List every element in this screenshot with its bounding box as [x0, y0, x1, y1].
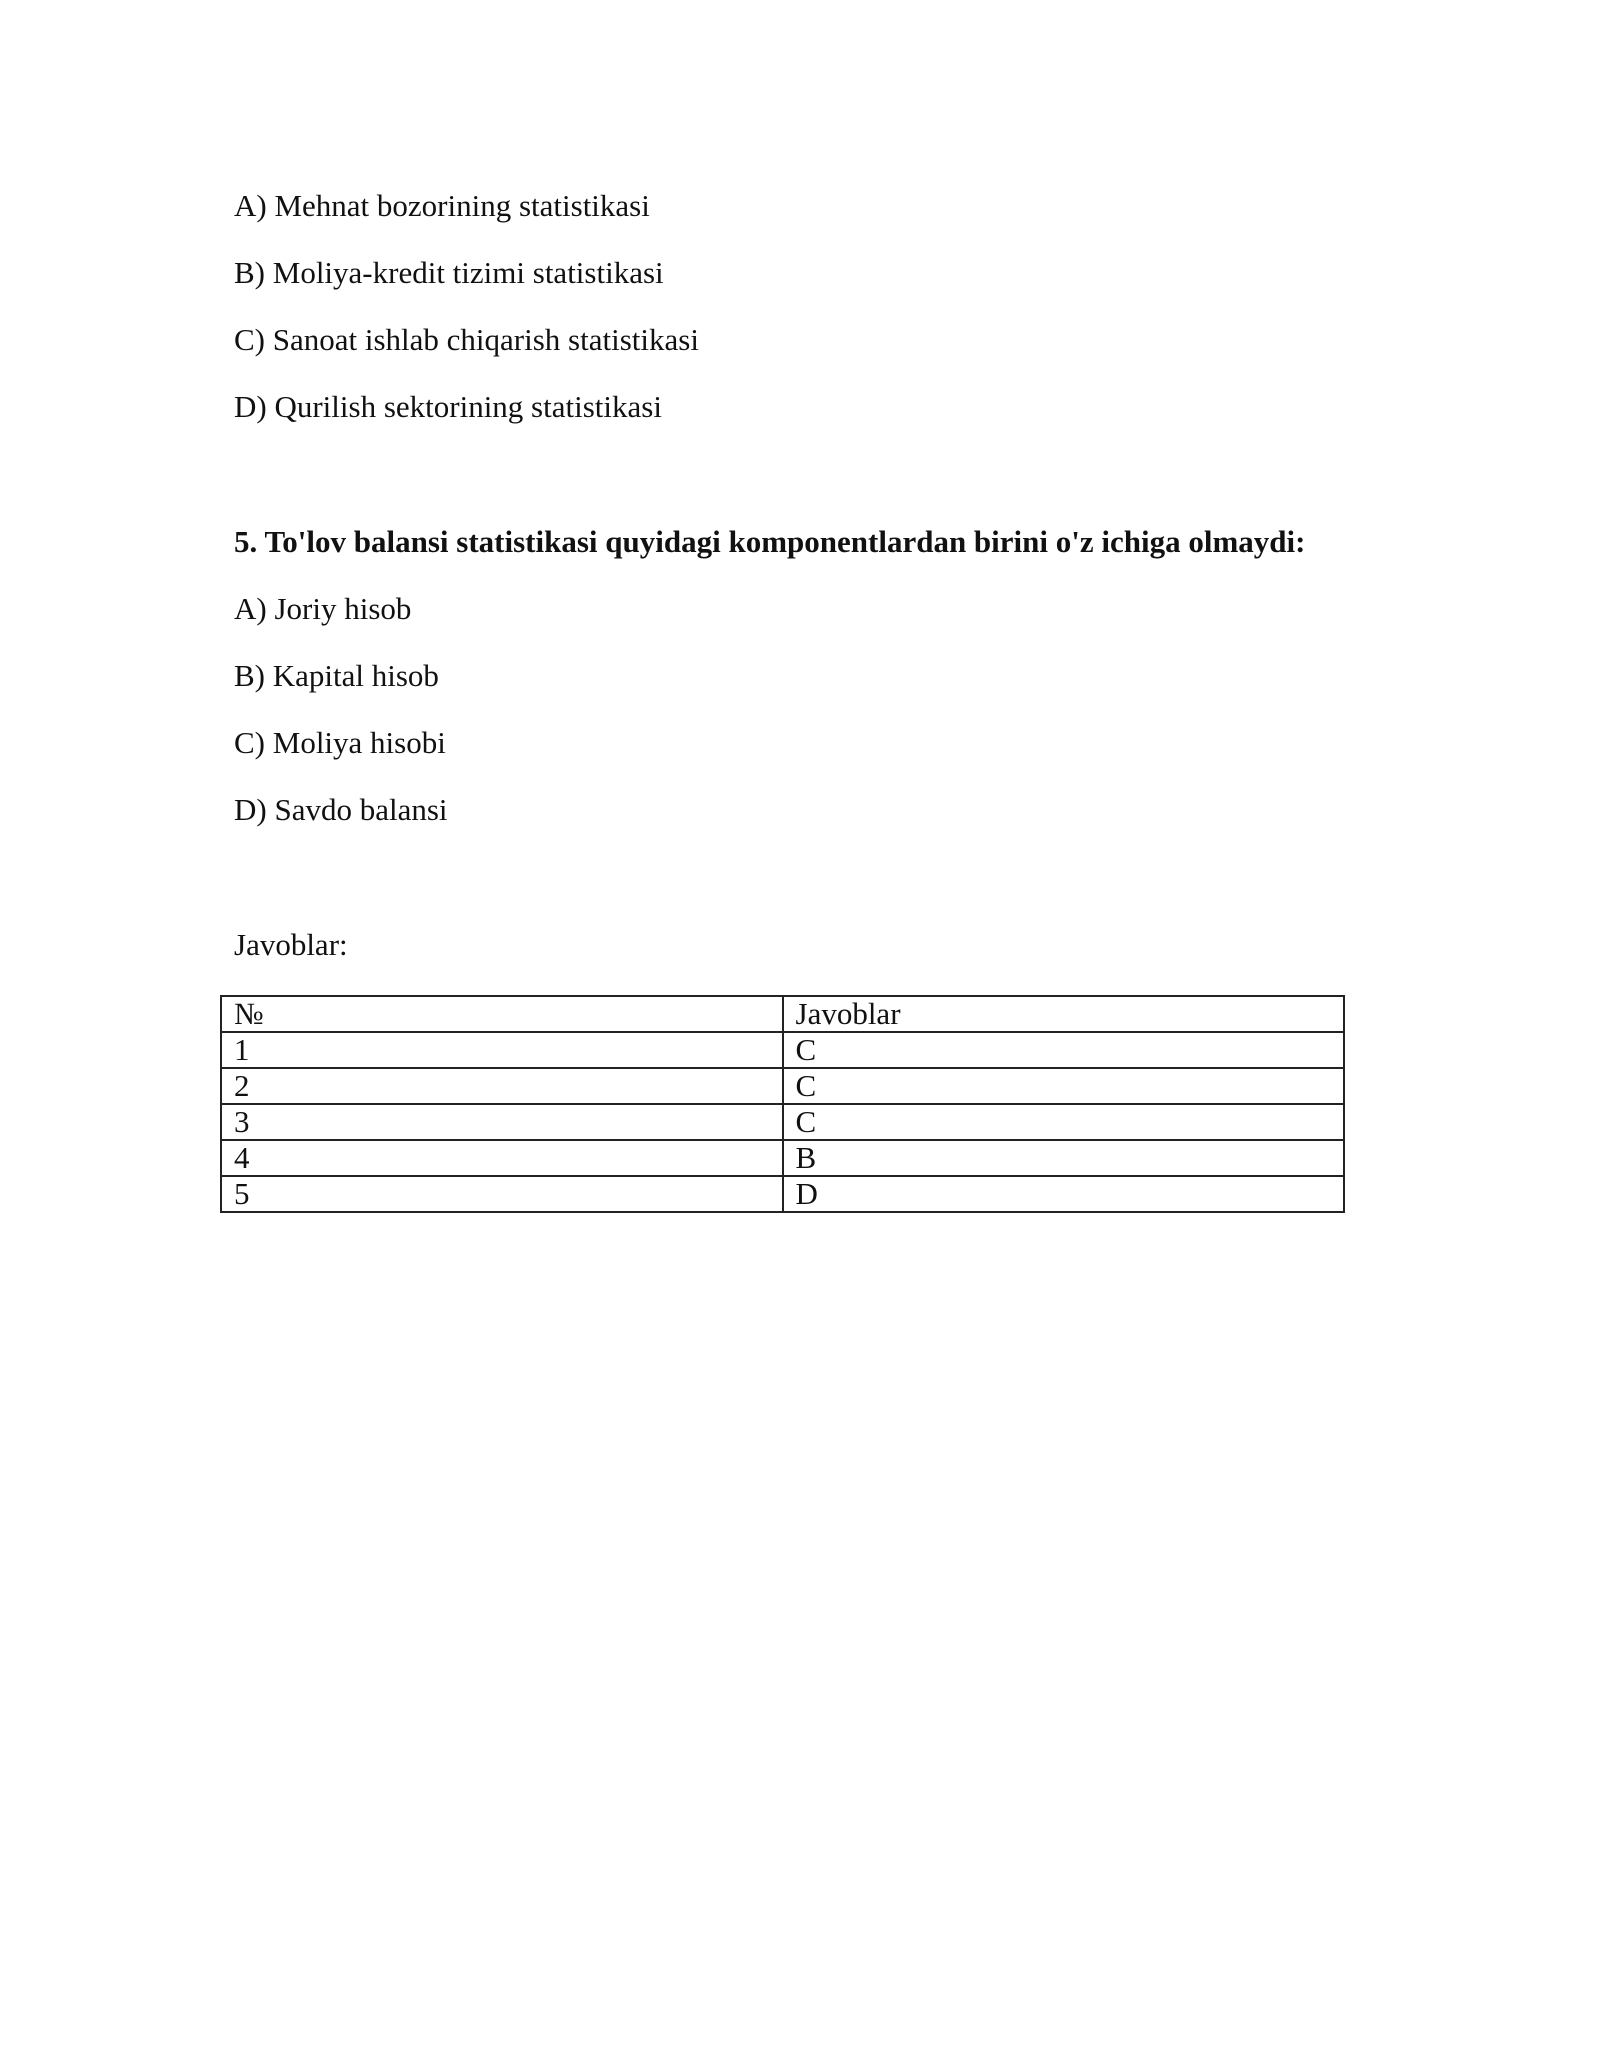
answers-table [220, 995, 1345, 1213]
answers-title: Javoblar: [234, 927, 348, 962]
row-number: 4 [221, 1140, 783, 1176]
table-row [221, 1176, 1344, 1212]
row-answer: C [783, 1104, 1345, 1140]
q5-option-b: B) Kapital hisob [234, 658, 439, 693]
row-answer: D [783, 1176, 1345, 1212]
table-row [221, 1068, 1344, 1104]
row-number: 5 [221, 1176, 783, 1212]
table-row [221, 1032, 1344, 1068]
row-answer: B [783, 1140, 1345, 1176]
q4-option-b: B) Moliya-kredit tizimi statistikasi [234, 255, 664, 290]
header-number: № [221, 996, 783, 1032]
q4-option-c: C) Sanoat ishlab chiqarish statistikasi [234, 322, 699, 357]
question-5-text: 5. To'lov balansi statistikasi quyidagi komponentlardan birini o'z ichiga olmaydi: [234, 524, 1306, 559]
row-number: 3 [221, 1104, 783, 1140]
table-header-row [221, 996, 1344, 1032]
q4-option-d: D) Qurilish sektorining statistikasi [234, 389, 662, 424]
header-answers: Javoblar [783, 996, 1345, 1032]
table-row [221, 1104, 1344, 1140]
table-row [221, 1140, 1344, 1176]
row-answer: C [783, 1068, 1345, 1104]
row-number: 1 [221, 1032, 783, 1068]
q4-option-a: A) Mehnat bozorining statistikasi [234, 188, 650, 223]
q5-option-c: C) Moliya hisobi [234, 725, 446, 760]
row-answer: C [783, 1032, 1345, 1068]
q5-option-a: A) Joriy hisob [234, 591, 412, 626]
row-number: 2 [221, 1068, 783, 1104]
q5-option-d: D) Savdo balansi [234, 792, 448, 827]
